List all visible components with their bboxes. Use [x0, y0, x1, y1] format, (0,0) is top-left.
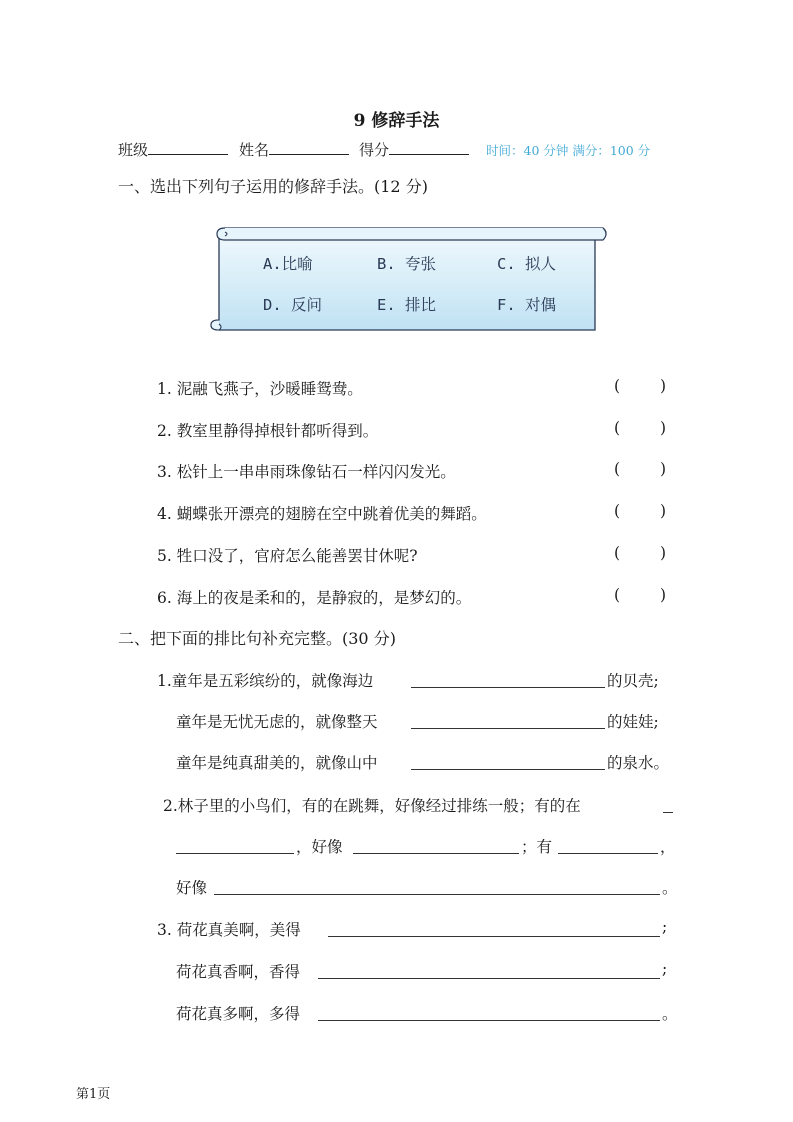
- q2-blank-1[interactable]: [176, 853, 294, 854]
- class-blank[interactable]: [148, 139, 228, 155]
- option-b: B. 夸张: [377, 255, 436, 273]
- option-e: E. 排比: [377, 296, 436, 314]
- class-label: 班级: [118, 141, 149, 159]
- q1-blank-2[interactable]: [411, 728, 605, 729]
- paren-close: ): [659, 460, 666, 478]
- q3-line2-text: 荷花真香啊，香得: [176, 963, 301, 981]
- paren-open: (: [614, 419, 621, 437]
- answer-box-2[interactable]: [614, 419, 666, 437]
- paren-close: ): [659, 502, 666, 520]
- q1-line3-end: 的泉水。: [607, 754, 670, 772]
- q1-blank-3[interactable]: [411, 769, 605, 770]
- q3-line1-text: 3. 荷花真美啊，美得: [157, 921, 301, 939]
- question-4: 4. 蝴蝶张开漂亮的翅膀在空中跳着优美的舞蹈。: [157, 505, 487, 523]
- q2-line2-a: ，好像: [296, 838, 343, 856]
- answer-box-3[interactable]: [614, 460, 666, 478]
- page-title: 9 修辞手法: [353, 111, 440, 131]
- q3-line2-end: ;: [662, 960, 668, 978]
- score-field: [359, 139, 469, 160]
- question-2: 2. 教室里静得掉根针都听得到。: [157, 422, 379, 440]
- class-field: [118, 139, 228, 160]
- paren-open: (: [614, 502, 621, 520]
- section1-heading: 一、选出下列句子运用的修辞手法。(12 分): [118, 177, 428, 196]
- q1-line3-text: 童年是纯真甜美的，就像山中: [176, 754, 378, 772]
- paren-open: (: [614, 544, 621, 562]
- q2-line3-a: 好像: [176, 879, 208, 897]
- name-field: [239, 139, 349, 160]
- answer-box-5[interactable]: [614, 544, 666, 562]
- q2-line2-c: ，: [660, 838, 676, 856]
- answer-box-6[interactable]: [614, 586, 666, 604]
- paren-open: (: [614, 377, 621, 395]
- q2-line3-end: 。: [662, 879, 678, 897]
- page-number: 第1页: [76, 1087, 111, 1102]
- q2-blank-0[interactable]: [663, 812, 673, 813]
- paren-close: ): [659, 544, 666, 562]
- name-label: 姓名: [239, 141, 270, 159]
- question-5: 5. 牲口没了，官府怎么能善罢甘休呢?: [157, 547, 418, 565]
- q3-blank-1[interactable]: [328, 936, 660, 937]
- question-3: 3. 松针上一串串雨珠像钻石一样闪闪发光。: [157, 463, 456, 481]
- answer-box-1[interactable]: [614, 377, 666, 395]
- question-6: 6. 海上的夜是柔和的，是静寂的，是梦幻的。: [157, 589, 472, 607]
- q1-blank-1[interactable]: [411, 687, 605, 688]
- q3-blank-3[interactable]: [318, 1020, 660, 1021]
- q3-line1-end: ;: [662, 918, 668, 936]
- options-scroll: [205, 224, 610, 338]
- option-f: F. 对偶: [497, 296, 556, 314]
- section2-heading: 二、把下面的排比句补充完整。(30 分): [118, 629, 396, 648]
- q2-line1-text: 2.林子里的小鸟们，有的在跳舞，好像经过排练一般；有的在: [163, 797, 581, 815]
- paren-close: ): [659, 586, 666, 604]
- q3-line3-end: 。: [662, 1005, 678, 1023]
- name-blank[interactable]: [269, 139, 349, 155]
- paren-open: (: [614, 460, 621, 478]
- q3-line3-text: 荷花真多啊，多得: [176, 1005, 301, 1023]
- q2-blank-4[interactable]: [214, 894, 660, 895]
- q2-line2-b: ；有: [521, 838, 553, 856]
- time-info: 时间：40 分钟 满分：100 分: [486, 143, 651, 158]
- paren-close: ): [659, 419, 666, 437]
- score-blank[interactable]: [389, 139, 469, 155]
- option-d: D. 反问: [263, 296, 322, 314]
- score-label: 得分: [359, 141, 390, 159]
- q2-blank-3[interactable]: [558, 853, 658, 854]
- answer-box-4[interactable]: [614, 502, 666, 520]
- paren-close: ): [659, 377, 666, 395]
- q1-line2-text: 童年是无忧无虑的，就像整天: [176, 713, 378, 731]
- option-c: C. 拟人: [497, 255, 556, 273]
- option-a: A.比喻: [263, 255, 313, 273]
- q3-blank-2[interactable]: [318, 978, 660, 979]
- q1-line1-text: 1.童年是五彩缤纷的，就像海边: [157, 672, 374, 690]
- question-1: 1. 泥融飞燕子，沙暖睡鸳鸯。: [157, 380, 363, 398]
- q2-blank-2[interactable]: [353, 853, 519, 854]
- paren-open: (: [614, 586, 621, 604]
- q1-line1-end: 的贝壳;: [607, 672, 659, 690]
- q1-line2-end: 的娃娃;: [607, 713, 659, 731]
